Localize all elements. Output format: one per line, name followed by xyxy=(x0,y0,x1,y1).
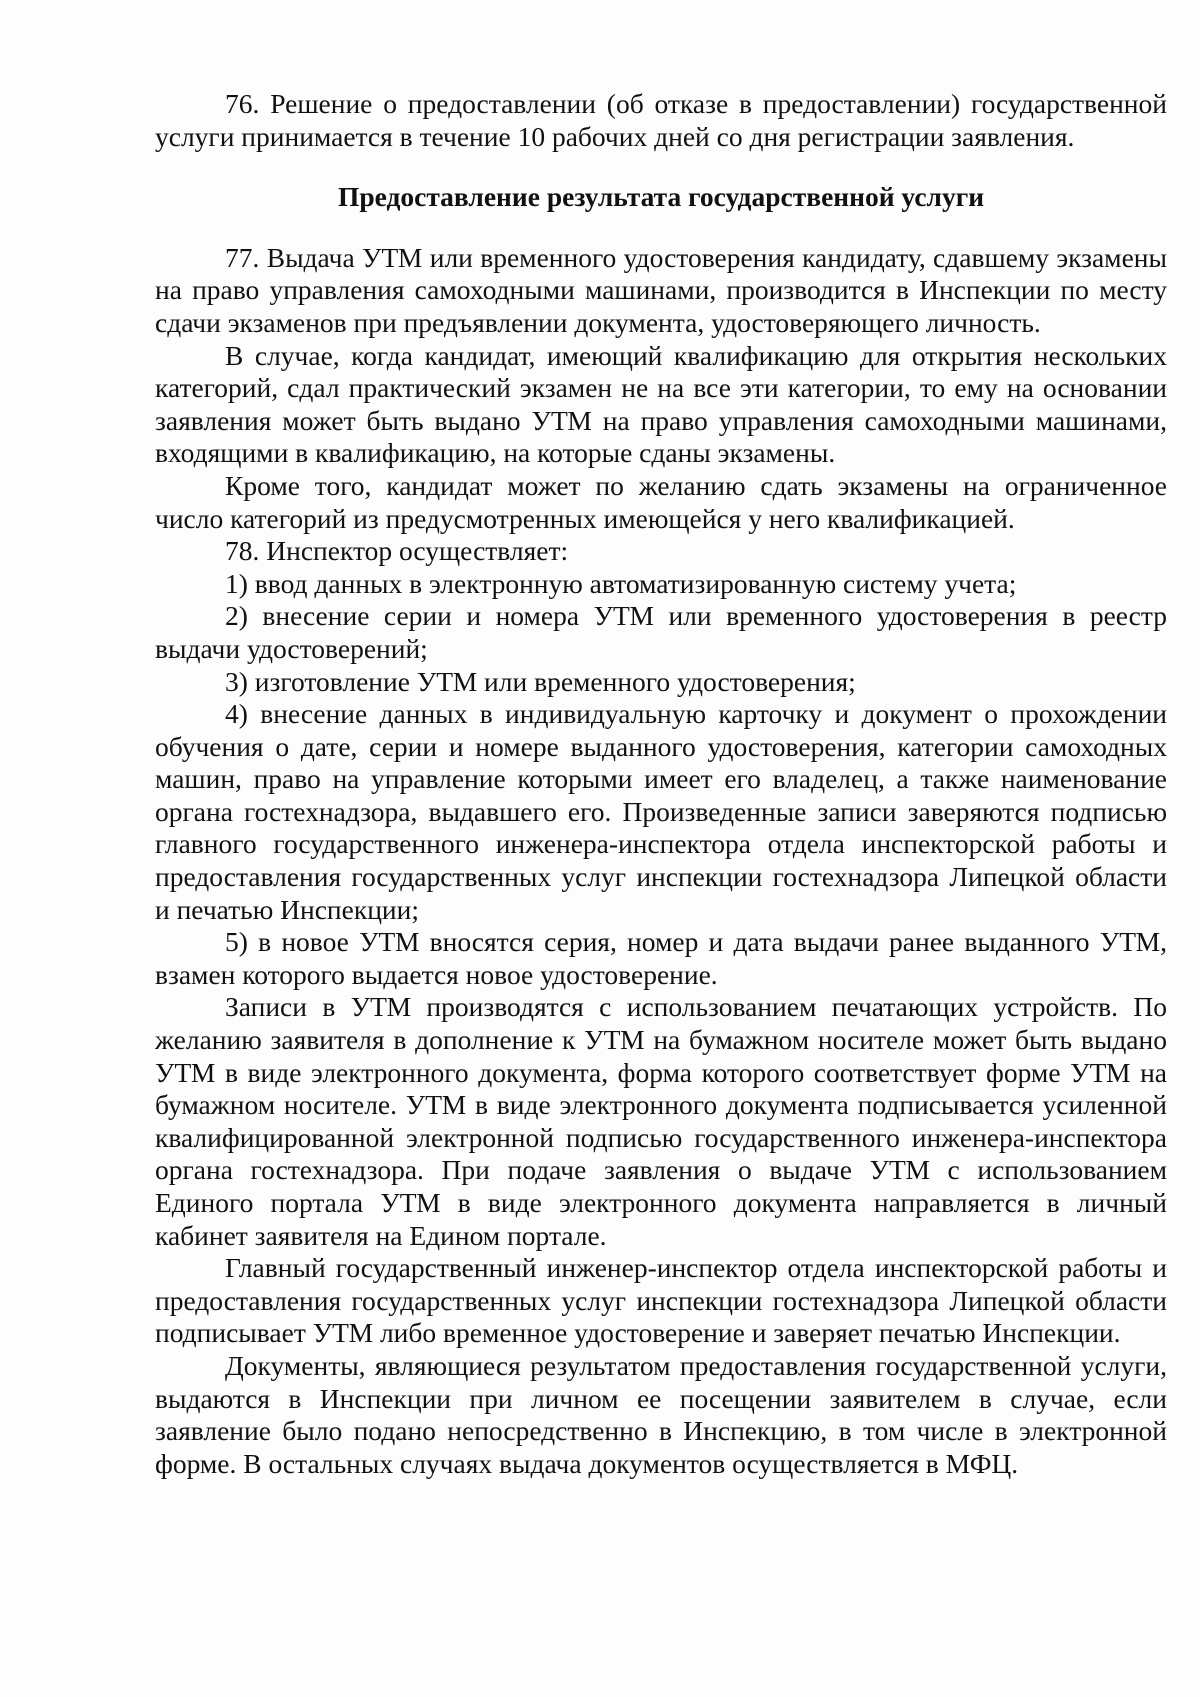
paragraph-78-item-3: 3) изготовление УТМ или временного удостоверения; xyxy=(225,665,856,697)
paragraph-chief-inspector: Главный государственный инженер-инспектор отдела инспекторской работы и предоставления государственных услуг инспекции гостехнадзора Липецкой области подписывает УТМ либо временное удостоверение и заверяет печатью Инспекции. xyxy=(155,1252,1167,1349)
paragraph-78-item-1: 1) ввод данных в электронную автоматизированную систему учета; xyxy=(225,567,1017,599)
paragraph-documents-issue: Документы, являющиеся результатом предоставления государственной услуги, выдаются в Инспекции при личном ее посещении заявителем в случае, если заявление было подано непосредственно в Инспекцию, в том числе в электронной форме. В остальных случаях выдача документов осуществляется в МФЦ. xyxy=(155,1349,1167,1479)
paragraph-records: Записи в УТМ производятся с использованием печатающих устройств. По желанию заявителя в дополнение к УТМ на бумажном носителе может быть выдано УТМ в виде электронного документа, форма которого соответствует форме УТМ на бумажном носителе. УТМ в виде электронного документа подписывается усиленной квалифицированной электронной подписью государственного инженера-инспектора органа гостехнадзора. При подаче заявления о выдаче УТМ с использованием Единого портала УТМ в виде электронного документа направляется в личный кабинет заявителя на Едином портале. xyxy=(155,991,1167,1251)
paragraph-78-item-4: 4) внесение данных в индивидуальную карточку и документ о прохождении обучения о дате, серии и номере выданного удостоверения, категории самоходных машин, право на управление которыми имеет его владелец, а также наименование органа гостехнадзора, выдавшего его. Произведенные записи заверяются подписью главного государственного инженера-инспектора отдела инспекторской работы и предоставления государственных услуг инспекции гостехнадзора Липецкой области и печатью Инспекции; xyxy=(155,698,1167,925)
paragraph-77: 77. Выдача УТМ или временного удостоверения кандидату, сдавшему экзамены на право управления самоходными машинами, производится в Инспекции по месту сдачи экзаменов при предъявлении документа, удостоверяющего личность. xyxy=(155,241,1167,338)
paragraph-77-case: В случае, когда кандидат, имеющий квалификацию для открытия нескольких категорий, сдал практический экзамен не на все эти категории, то ему на основании заявления может быть выдано УТМ на право управления самоходными машинами, входящими в квалификацию, на которые сданы экзамены. xyxy=(155,339,1167,469)
paragraph-76: 76. Решение о предоставлении (об отказе в предоставлении) государственной услуги принимается в течение 10 рабочих дней со дня регистрации заявления. xyxy=(155,88,1167,152)
paragraph-78-item-5: 5) в новое УТМ вносятся серия, номер и дата выдачи ранее выданного УТМ, взамен которого выдается новое удостоверение. xyxy=(155,926,1167,990)
document-body xyxy=(155,88,1167,1480)
section-heading: Предоставление результата государственной услуги xyxy=(337,181,985,213)
paragraph-77-limited: Кроме того, кандидат может по желанию сдать экзамены на ограниченное число категорий из предусмотренных имеющейся у него квалификацией. xyxy=(155,469,1167,534)
paragraph-78-item-2: 2) внесение серии и номера УТМ или временного удостоверения в реестр выдачи удостоверений; xyxy=(155,600,1167,664)
paragraph-78: 78. Инспектор осуществляет: xyxy=(225,535,569,567)
